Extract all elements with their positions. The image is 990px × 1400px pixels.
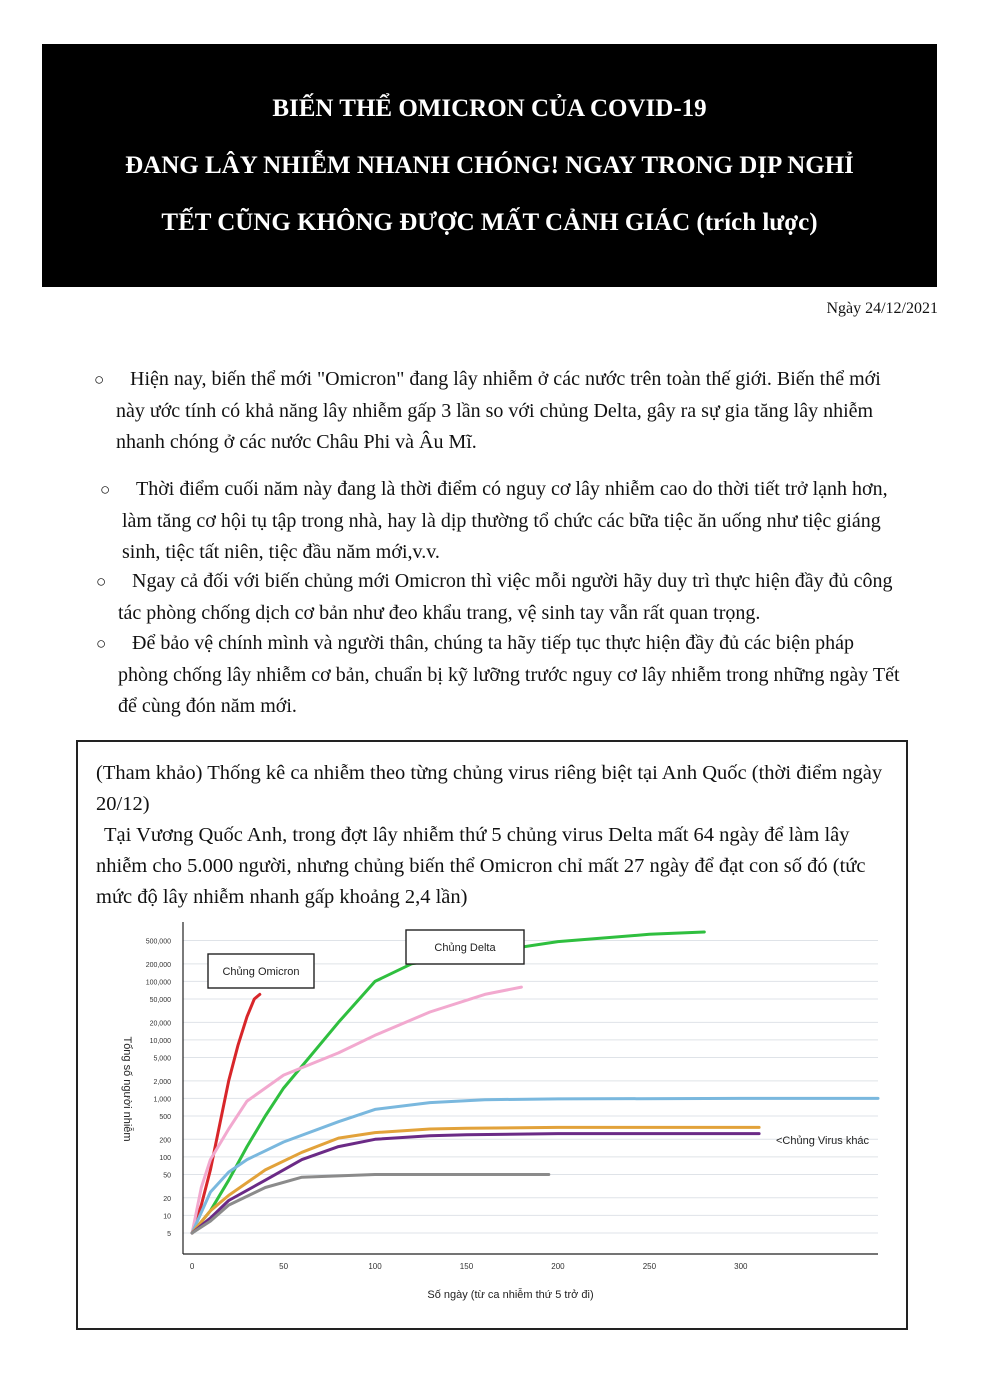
x-axis-label: Số ngày (từ ca nhiễm thứ 5 trở đi) bbox=[427, 1289, 594, 1301]
bullet-text: Hiện nay, biến thể mới "Omicron" đang lây nhiễm ở các nước trên toàn thế giới. Biến thể mới này ước tính có khả năng lây nhiễm gấp 3 lần so với chủng Delta, gây ra sự gia tăng lây nhiễm nhanh chóng ở các nước Châu Phi và Âu Mĩ. bbox=[116, 368, 881, 453]
y-tick-label: 50 bbox=[163, 1172, 171, 1180]
bullet-item bbox=[94, 628, 904, 723]
case-chart-svg bbox=[98, 914, 888, 1319]
circle-bullet-icon: ○ bbox=[96, 634, 107, 653]
reference-box bbox=[76, 740, 908, 1330]
x-tick-label: 150 bbox=[459, 1262, 474, 1271]
y-tick-label: 10 bbox=[163, 1213, 171, 1221]
y-tick-label: 2,000 bbox=[153, 1078, 171, 1086]
circle-bullet-icon: ○ bbox=[100, 480, 111, 499]
bullet-item bbox=[94, 566, 904, 629]
y-tick-label: 100 bbox=[159, 1154, 171, 1162]
bullet-text: Thời điểm cuối năm này đang là thời điểm có nguy cơ lây nhiễm cao do thời tiết trở lạnh hơn, làm tăng cơ hội tụ tập trong nhà, hay là dịp thường tổ chức các bữa tiệc ăn uống như tiệc giáng sinh, tiệc tất niên, tiệc đầu năm mới,v.v. bbox=[122, 478, 888, 563]
y-tick-label: 500,000 bbox=[145, 938, 171, 946]
x-tick-label: 0 bbox=[189, 1262, 195, 1271]
reference-heading: (Tham khảo) Thống kê ca nhiễm theo từng chủng virus riêng biệt tại Anh Quốc (thời điểm ngày 20/12) bbox=[96, 762, 883, 815]
bullet-item bbox=[98, 474, 903, 569]
reference-body: Tại Vương Quốc Anh, trong đợt lây nhiễm thứ 5 chủng virus Delta mất 64 ngày để làm lây nhiễm cho 5.000 người, nhưng chủng biến thể Omicron chỉ mất 27 ngày để đạt con số đó (tức mức độ lây nhiễm nhanh gấp khoảng 2,4 lần) bbox=[96, 824, 866, 908]
title-line-1: BIẾN THỂ OMICRON CỦA COVID-19 bbox=[272, 95, 707, 122]
circle-bullet-icon: ○ bbox=[94, 370, 105, 389]
y-tick-label: 200,000 bbox=[145, 961, 171, 969]
x-tick-label: 50 bbox=[279, 1262, 289, 1271]
series-line bbox=[192, 987, 521, 1233]
y-tick-label: 5 bbox=[167, 1231, 171, 1239]
x-tick-label: 100 bbox=[368, 1262, 382, 1271]
reference-note bbox=[96, 758, 896, 913]
other-virus-annotation: <Chủng Virus khác bbox=[776, 1135, 870, 1147]
publication-date: Ngày 24/12/2021 bbox=[826, 300, 938, 317]
y-tick-label: 200 bbox=[159, 1137, 171, 1145]
title-line-3: TẾT CŨNG KHÔNG ĐƯỢC MẤT CẢNH GIÁC (trích lược) bbox=[161, 209, 818, 236]
y-tick-label: 1,000 bbox=[153, 1096, 171, 1104]
delta-annotation: Chủng Delta bbox=[434, 942, 496, 954]
series-line bbox=[192, 1127, 759, 1233]
y-tick-label: 5,000 bbox=[153, 1055, 171, 1063]
bullet-text: Ngay cả đối với biến chủng mới Omicron thì việc mỗi người hãy duy trì thực hiện đầy đủ công tác phòng chống dịch cơ bản như đeo khẩu trang, vệ sinh tay vẫn rất quan trọng. bbox=[118, 570, 893, 624]
title-line-2: ĐANG LÂY NHIỄM NHANH CHÓNG! NGAY TRONG DỊP NGHỈ bbox=[125, 152, 854, 179]
omicron-annotation: Chủng Omicron bbox=[222, 966, 300, 978]
y-tick-label: 10,000 bbox=[149, 1037, 171, 1045]
x-tick-label: 250 bbox=[642, 1262, 657, 1271]
bullet-text: Để bảo vệ chính mình và người thân, chúng ta hãy tiếp tục thực hiện đầy đủ các biện pháp phòng chống lây nhiễm cơ bản, chuẩn bị kỹ lưỡng trước nguy cơ lây nhiễm trong những ngày Tết để cùng đón năm mới. bbox=[118, 632, 900, 717]
y-tick-label: 20 bbox=[163, 1195, 171, 1203]
y-tick-label: 50,000 bbox=[149, 997, 171, 1005]
case-chart bbox=[98, 914, 888, 1324]
x-tick-label: 200 bbox=[551, 1262, 565, 1271]
y-tick-label: 500 bbox=[159, 1114, 171, 1122]
circle-bullet-icon: ○ bbox=[96, 572, 107, 591]
bullet-item bbox=[92, 364, 902, 459]
title-banner bbox=[42, 44, 937, 287]
y-tick-label: 100,000 bbox=[145, 979, 171, 987]
y-tick-label: 20,000 bbox=[149, 1020, 171, 1028]
series-line bbox=[192, 1098, 878, 1233]
y-axis-label: Tổng số người nhiễm bbox=[121, 1036, 133, 1142]
x-tick-label: 300 bbox=[734, 1262, 748, 1271]
